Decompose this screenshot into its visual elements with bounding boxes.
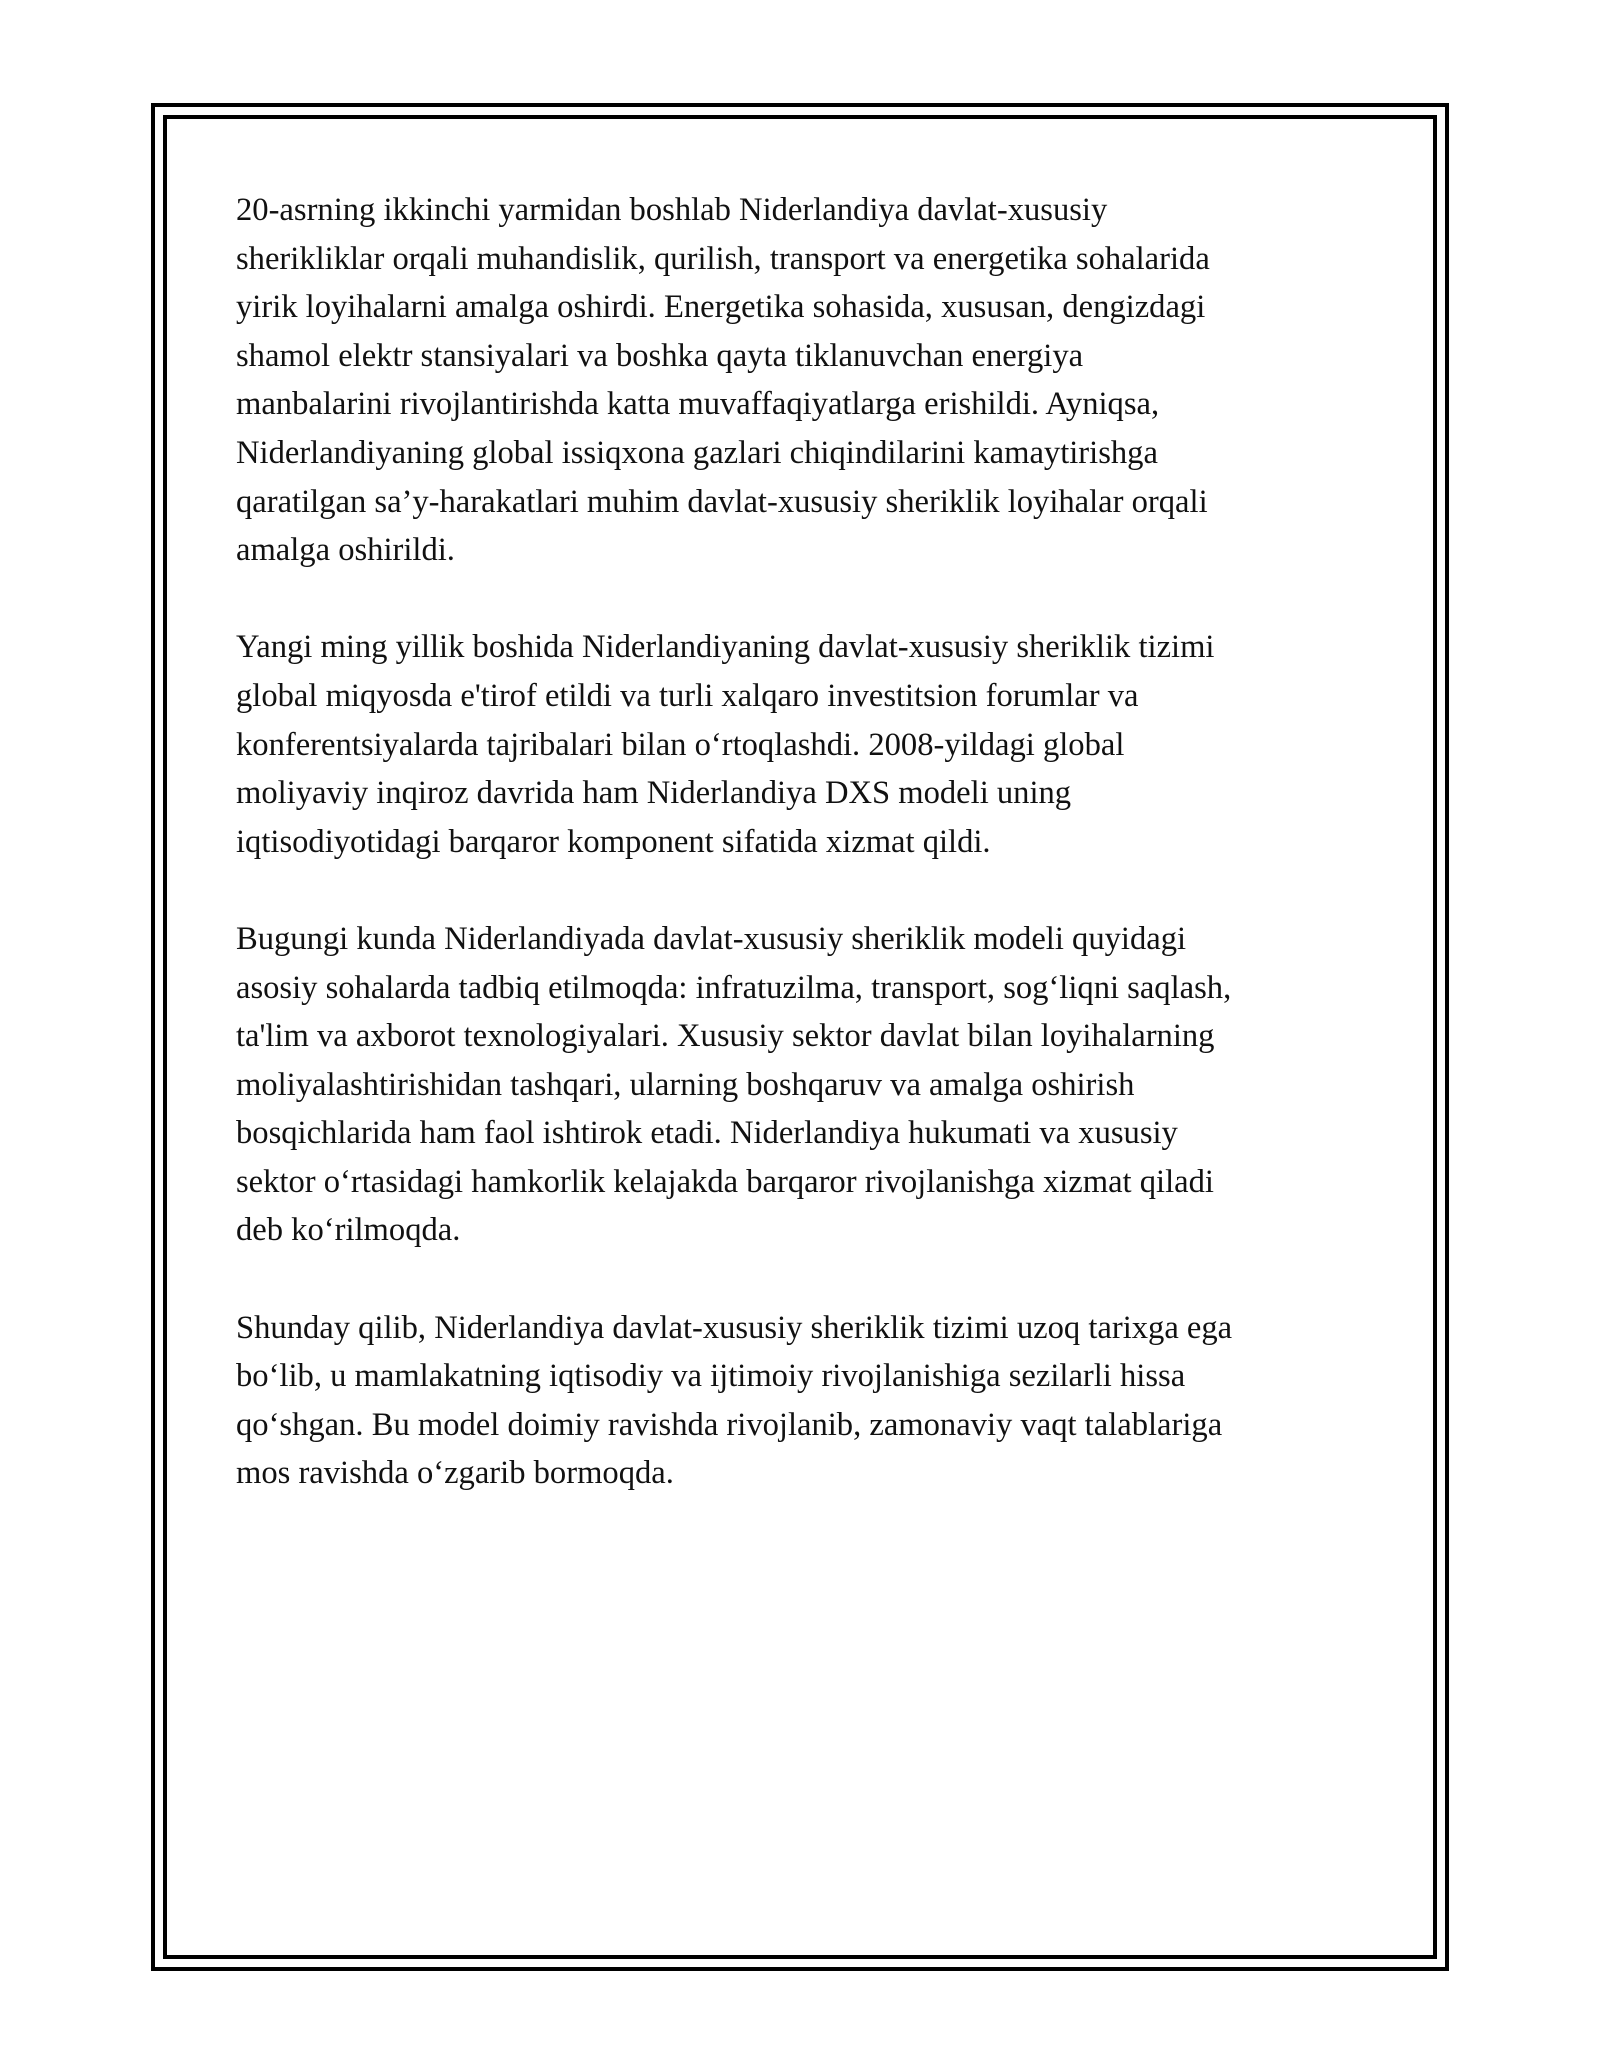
text-line: ta'lim va axborot texnologiyalari. Xususiy sektor davlat bilan loyihalarning [236, 1018, 1215, 1055]
text-line: boʻlib, u mamlakatning iqtisodiy va ijtimoiy rivojlanishiga sezilarli hissa [236, 1358, 1186, 1395]
text-line: Bugungi kunda Niderlandiyada davlat-xususiy sheriklik modeli quyidagi [236, 920, 1187, 957]
text-line: yirik loyihalarni amalga oshirdi. Energetika sohasida, xususan, dengizdagi [236, 289, 1206, 326]
text-line: qaratilgan sa’y-harakatlari muhim davlat-xususiy sheriklik loyihalar orqali [236, 483, 1208, 520]
text-line: manbalarini rivojlantirishda katta muvaffaqiyatlarga erishildi. Ayniqsa, [236, 386, 1160, 423]
text-line: sektor oʻrtasidagi hamkorlik kelajakda barqaror rivojlanishga xizmat qiladi [236, 1163, 1214, 1200]
text-line: sherikliklar orqali muhandislik, qurilish, transport va energetika sohalarida [236, 240, 1210, 277]
document-body [236, 186, 1366, 1547]
text-line: mos ravishda oʻzgarib bormoqda. [236, 1455, 674, 1492]
text-line: bosqichlarida ham faol ishtirok etadi. Niderlandiya hukumati va xususiy [236, 1115, 1178, 1152]
text-line: asosiy sohalarda tadbiq etilmoqda: infratuzilma, transport, sogʻliqni saqlash, [236, 969, 1232, 1006]
text-line: Yangi ming yillik boshida Niderlandiyaning davlat-xususiy sheriklik tizimi [236, 629, 1215, 666]
paragraph-3 [236, 915, 1366, 1255]
text-line: moliyalashtirishidan tashqari, ularning boshqaruv va amalga oshirish [236, 1066, 1135, 1103]
text-line: Shunday qilib, Niderlandiya davlat-xususiy sheriklik tizimi uzoq tarixga ega [236, 1309, 1233, 1346]
text-line: global miqyosda e'tirof etildi va turli xalqaro investitsion forumlar va [236, 677, 1139, 714]
text-line: Niderlandiyaning global issiqxona gazlari chiqindilarini kamaytirishga [236, 434, 1158, 471]
text-line: qoʻshgan. Bu model doimiy ravishda rivojlanib, zamonaviy vaqt talablariga [236, 1406, 1223, 1443]
text-line: 20-asrning ikkinchi yarmidan boshlab Niderlandiya davlat-xususiy [236, 192, 1108, 228]
text-line: moliyaviy inqiroz davrida ham Niderlandiya DXS modeli uning [236, 775, 1072, 812]
paragraph-2 [236, 623, 1366, 866]
paragraph-4 [236, 1304, 1366, 1498]
text-line: konferentsiyalarda tajribalari bilan oʻrtoqlashdi. 2008-yildagi global [236, 726, 1125, 763]
text-line: amalga oshirildi. [236, 532, 455, 569]
paragraph-1 [236, 186, 1366, 575]
text-line: iqtisodiyotidagi barqaror komponent sifatida xizmat qildi. [236, 823, 991, 860]
text-line: shamol elektr stansiyalari va boshka qayta tiklanuvchan energiya [236, 337, 1084, 374]
text-line: deb koʻrilmoqda. [236, 1212, 461, 1249]
